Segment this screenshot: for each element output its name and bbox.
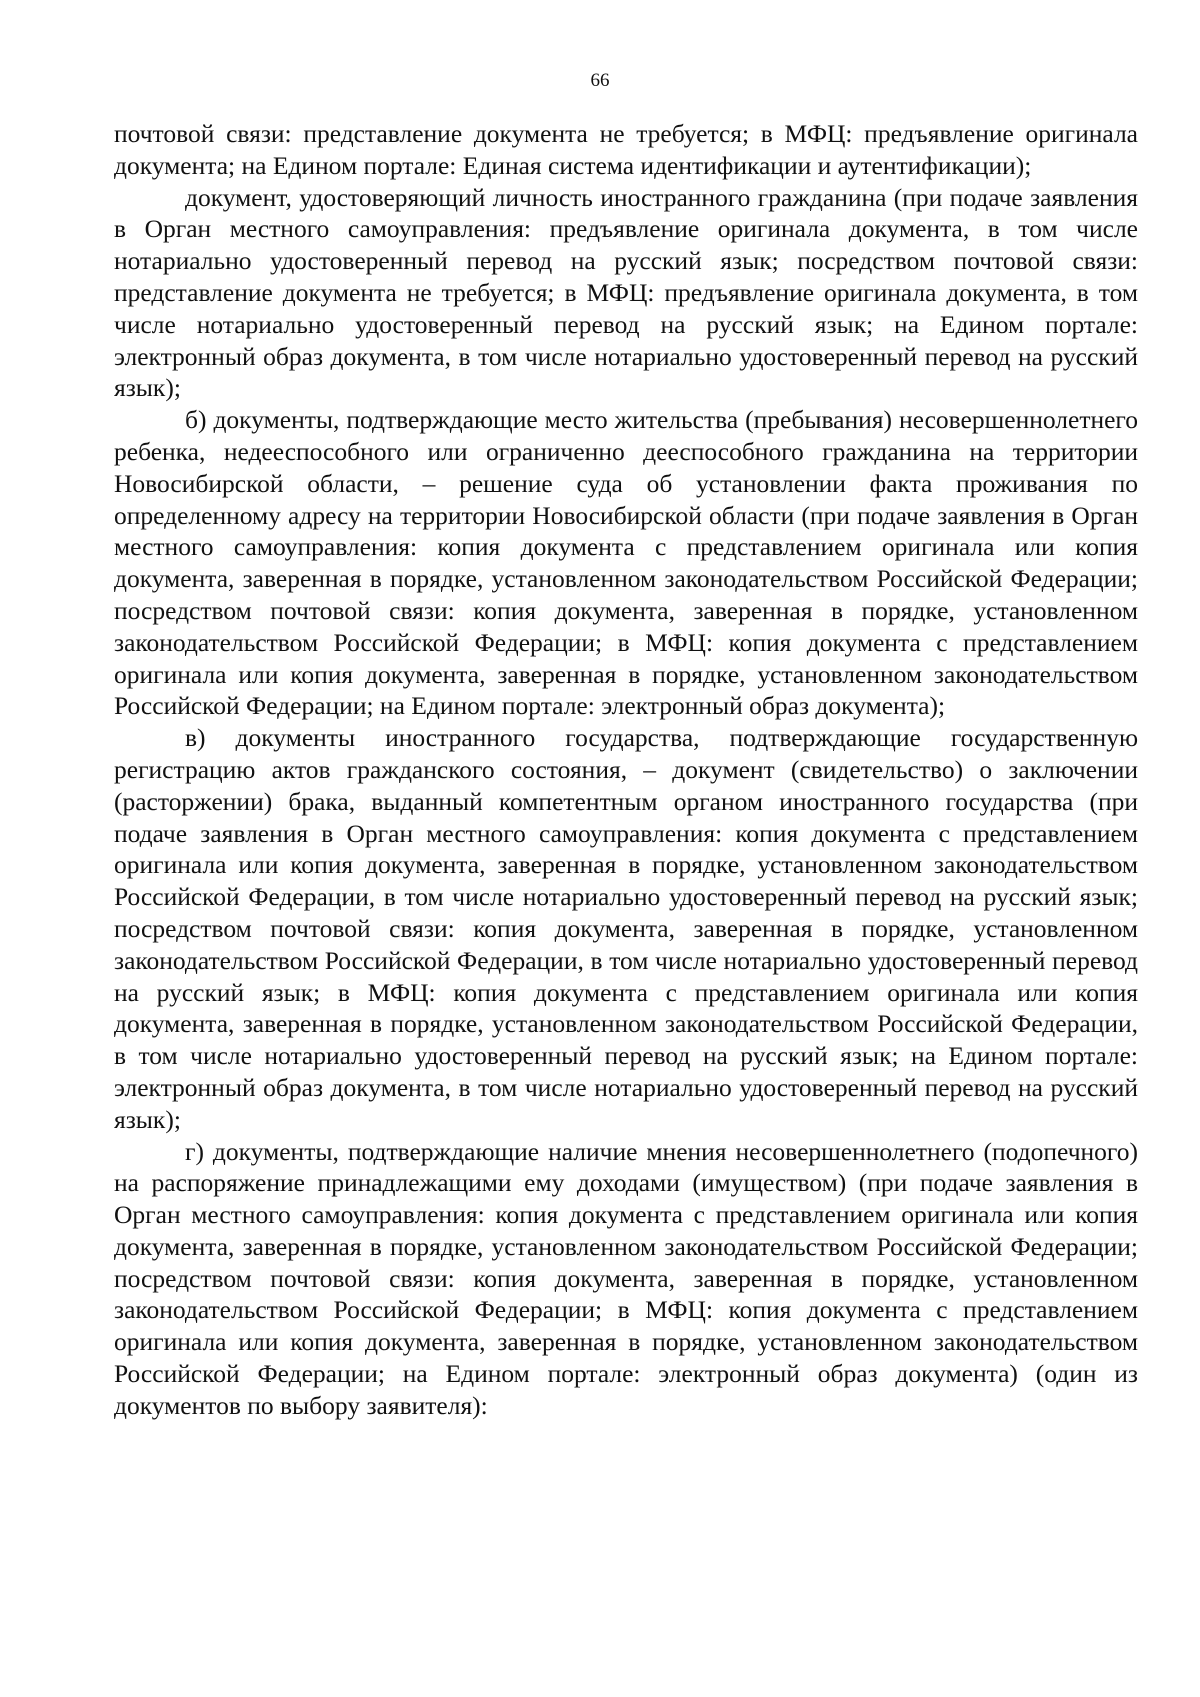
paragraph-item-g: г) документы, подтверждающие наличие мнения несовершеннолетнего (подопечного) на распоряжение принадлежащими ему доходами (имуществом) (при подаче заявления в Орган местного самоуправления: копия документа с представлением оригинала или копия документа, заверенная в порядке, установленном законодательством Российской Федерации; посредством почтовой связи: копия документа, заверенная в порядке, установленном законодательством Российской Федерации; в МФЦ: копия документа с представлением оригинала или копия документа, заверенная в порядке, установленном законодательством Российской Федерации; на Едином портале: электронный образ документа) (один из документов по выбору заявителя): (114, 1136, 1138, 1420)
document-body (114, 118, 1138, 1422)
paragraph-continuation: почтовой связи: представление документа не требуется; в МФЦ: предъявление оригинала документа; на Едином портале: Единая система идентификации и аутентификации); (114, 119, 1138, 180)
paragraph-item-v: в) документы иностранного государства, подтверждающие государственную регистрацию актов гражданского состояния, – документ (свидетельство) о заключении (расторжении) брака, выданный компетентным органом иностранного государства (при подаче заявления в Орган местного самоуправления: копия документа с представлением оригинала или копия документа, заверенная в порядке, установленном законодательством Российской Федерации, в том числе нотариально удостоверенный перевод на русский язык; посредством почтовой связи: копия документа, заверенная в порядке, установленном законодательством Российской Федерации, в том числе нотариально удостоверенный перевод на русский язык; в МФЦ: копия документа с представлением оригинала или копия документа, заверенная в порядке, установленном законодательством Российской Федерации, в том числе нотариально удостоверенный перевод на русский язык; на Едином портале: электронный образ документа, в том числе нотариально удостоверенный перевод на русский язык); (114, 723, 1138, 1134)
paragraph-foreign-id: документ, удостоверяющий личность иностранного гражданина (при подаче заявления в Орган местного самоуправления: предъявление оригинала документа, в том числе нотариально удостоверенный перевод на русский язык; посредством почтовой связи: представление документа не требуется; в МФЦ: предъявление оригинала документа, в том числе нотариально удостоверенный перевод на русский язык; на Едином портале: электронный образ документа, в том числе нотариально удостоверенный перевод на русский язык); (114, 182, 1138, 403)
paragraph-item-b: б) документы, подтверждающие место жительства (пребывания) несовершеннолетнего ребенка, недееспособного или ограниченно дееспособного гражданина на территории Новосибирской области, – решение суда об установлении факта проживания по определенному адресу на территории Новосибирской области (при подаче заявления в Орган местного самоуправления: копия документа с представлением оригинала или копия документа, заверенная в порядке, установленном законодательством Российской Федерации; посредством почтовой связи: копия документа, заверенная в порядке, установленном законодательством Российской Федерации; в МФЦ: копия документа с представлением оригинала или копия документа, заверенная в порядке, установленном законодательством Российской Федерации; на Едином портале: электронный образ документа); (114, 405, 1138, 721)
page-number: 66 (590, 70, 610, 91)
